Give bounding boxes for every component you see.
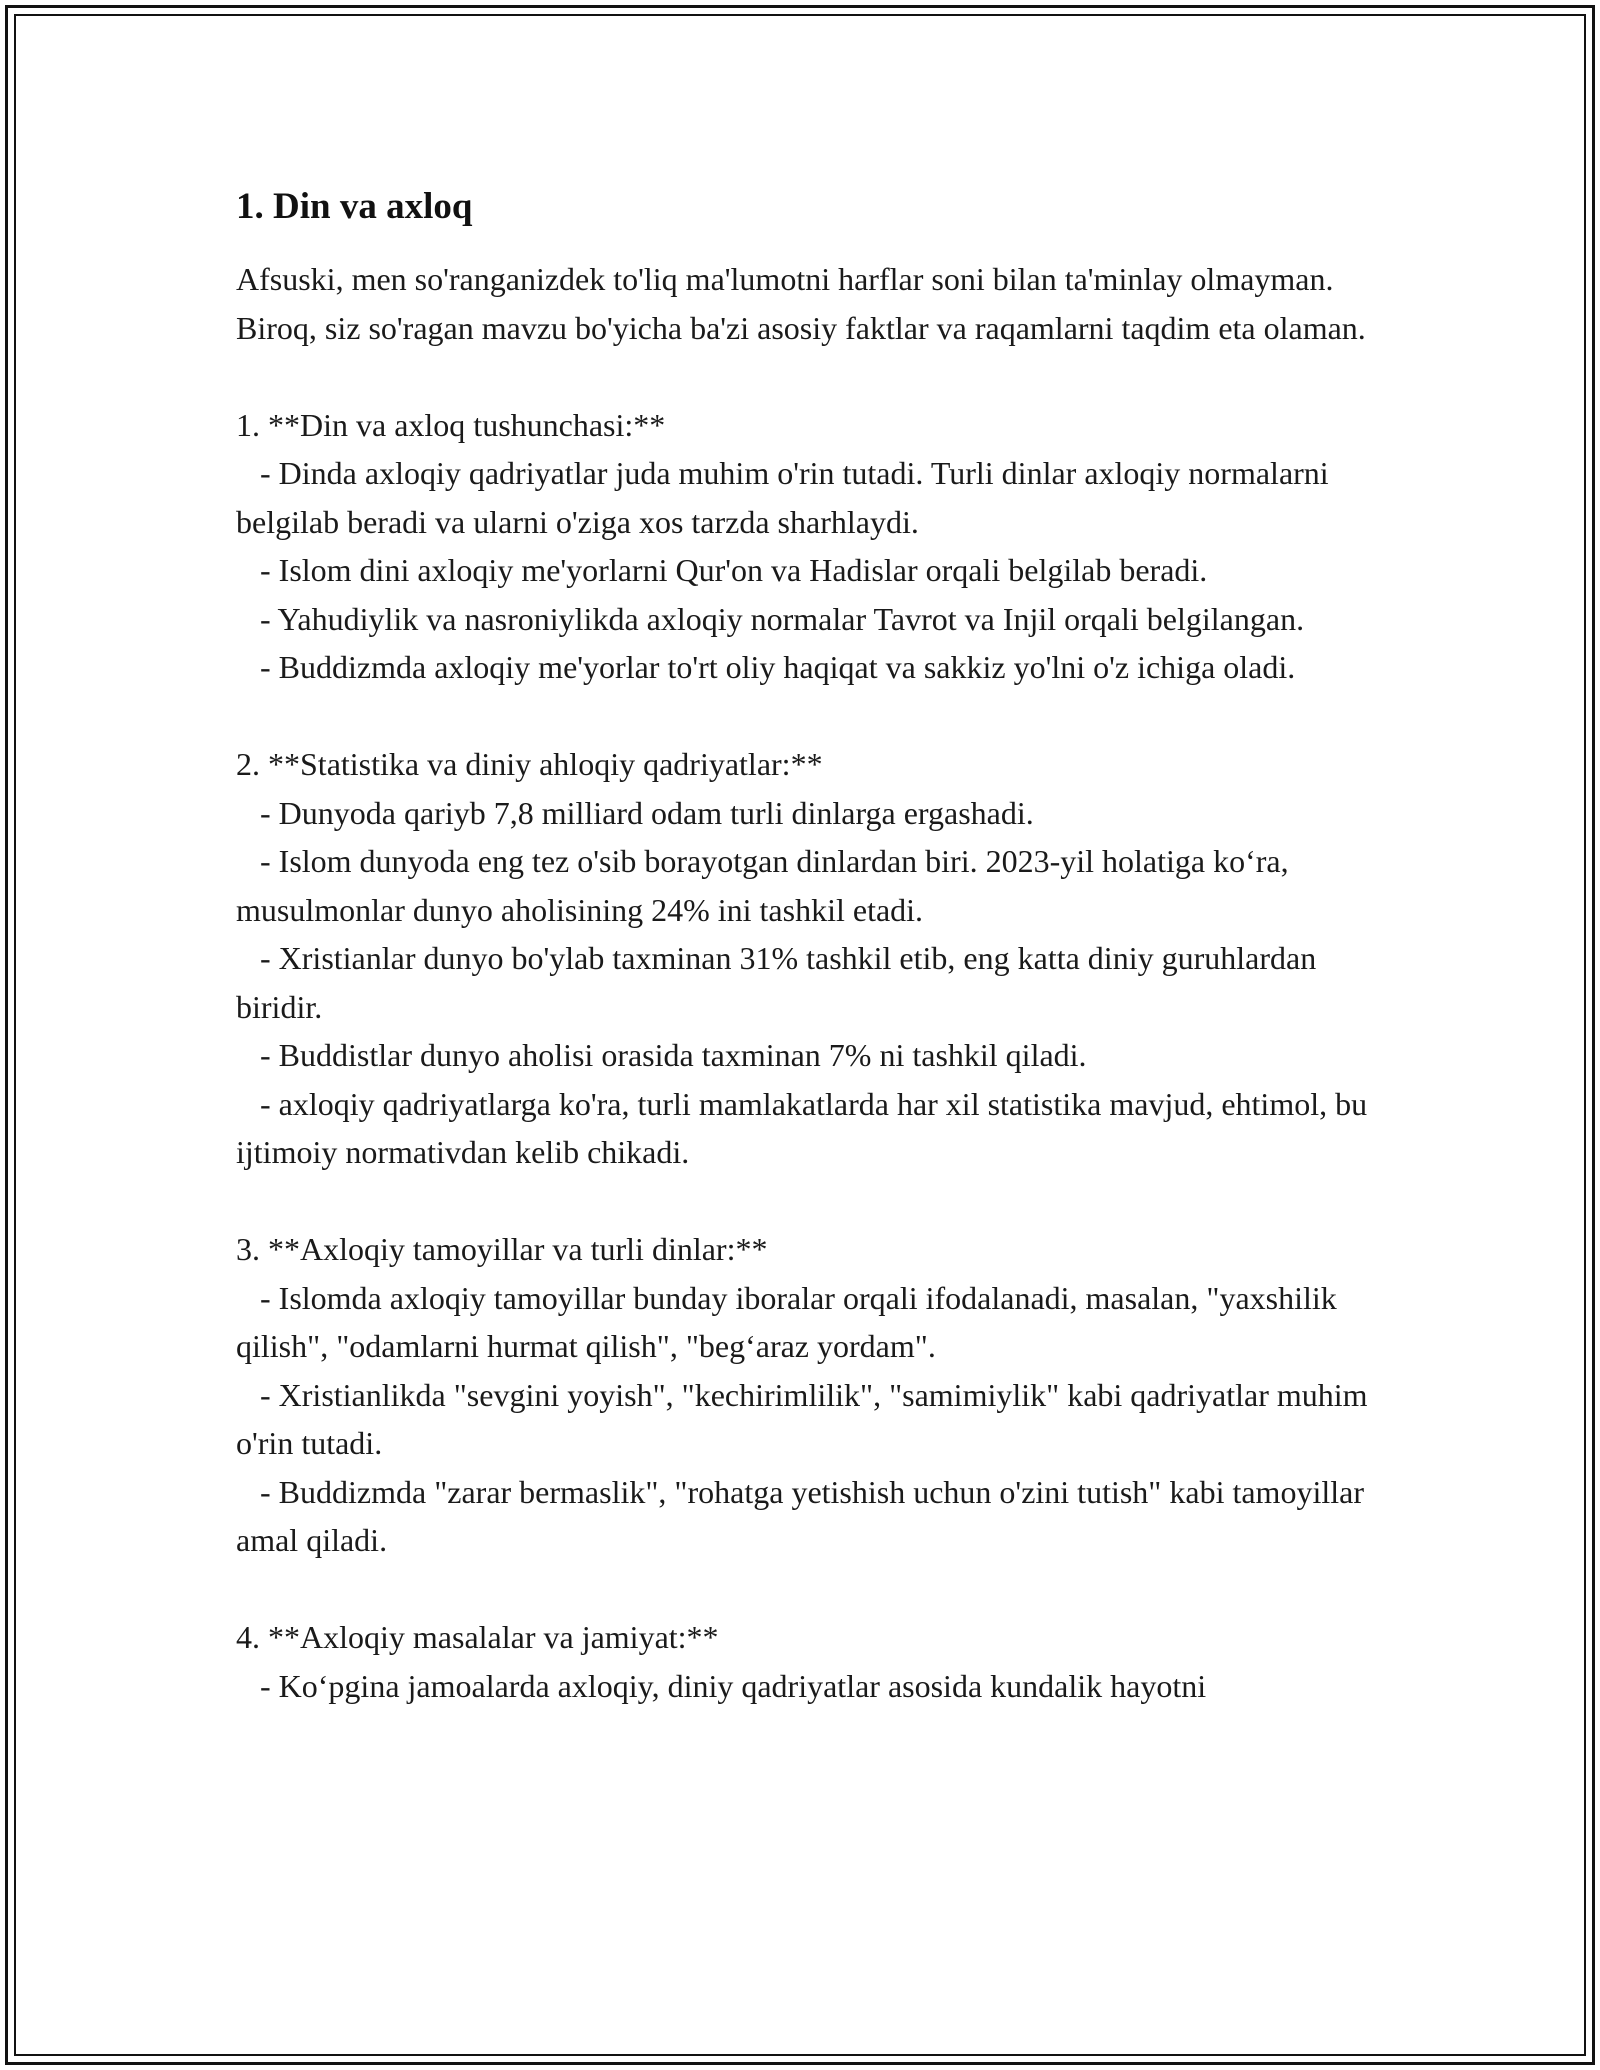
list-item: - Buddistlar dunyo aholisi orasida taxminan 7% ni tashkil qiladi. [236, 1037, 1087, 1073]
list-item: - axloqiy qadriyatlarga ko'ra, turli mamlakatlarda har xil statistika mavjud, ehtimol, bu ijtimoiy normativdan kelib chikadi. [236, 1085, 1376, 1170]
section-axloqiy-masalalar [236, 1613, 1376, 1710]
section-axloqiy-tamoyillar [236, 1225, 1376, 1565]
section-statistika [236, 740, 1376, 1177]
list-item: - Dunyoda qariyb 7,8 milliard odam turli dinlarga ergashadi. [236, 794, 1034, 831]
list-item: - Buddizmda axloqiy me'yorlar to'rt oliy haqiqat va sakkiz yo'lni o'z ichiga oladi. [236, 649, 1296, 685]
document-heading: 1. Din va axloq [236, 186, 473, 227]
list-item: - Islom dini axloqiy me'yorlarni Qur'on va Hadislar orqali belgilab beradi. [236, 552, 1208, 588]
section-title: 4. **Axloqiy masalalar va jamiyat:** [236, 1619, 719, 1655]
list-item: - Dinda axloqiy qadriyatlar juda muhim o'rin tutadi. Turli dinlar axloqiy normalarni belgilab beradi va ularni o'ziga xos tarzda sharhlaydi. [236, 455, 1337, 540]
list-item: - Islom dunyoda eng tez o'sib borayotgan dinlardan biri. 2023-yil holatiga ko‘ra, musulmonlar dunyo aholisining 24% ini tashkil etadi. [236, 843, 1297, 928]
list-item: - Xristianlikda "sevgini yoyish", "kechirimlilik", "samimiylik" kabi qadriyatlar muhim o'rin tutadi. [236, 1376, 1376, 1461]
section-title: 2. **Statistika va diniy ahloqiy qadriyatlar:** [236, 746, 823, 782]
list-item: - Xristianlar dunyo bo'ylab taxminan 31% tashkil etib, eng katta diniy guruhlardan biridir. [236, 940, 1325, 1025]
list-item: - Ko‘pgina jamoalarda axloqiy, diniy qadriyatlar asosida kundalik hayotni [236, 1667, 1207, 1704]
section-din-va-axloq-tushunchasi [236, 401, 1376, 692]
list-item: - Islomda axloqiy tamoyillar bunday iboralar orqali ifodalanadi, masalan, "yaxshilik qilish", "odamlarni hurmat qilish", "beg‘araz yordam". [236, 1279, 1345, 1364]
document-body [236, 183, 1376, 1759]
list-item: - Yahudiylik va nasroniylikda axloqiy normalar Tavrot va Injil orqali belgilangan. [236, 600, 1305, 637]
list-item: - Buddizmda "zarar bermaslik", "rohatga yetishish uchun o'zini tutish" kabi tamoyillar amal qiladi. [236, 1473, 1372, 1558]
intro-paragraph: Afsuski, men so'ranganizdek to'liq ma'lumotni harflar soni bilan ta'minlay olmayman. Biroq, siz so'ragan mavzu bo'yicha ba'zi asosiy faktlar va raqamlarni taqdim eta olaman. [236, 261, 1366, 346]
section-title: 1. **Din va axloq tushunchasi:** [236, 406, 666, 443]
section-title: 3. **Axloqiy tamoyillar va turli dinlar:** [236, 1231, 768, 1267]
